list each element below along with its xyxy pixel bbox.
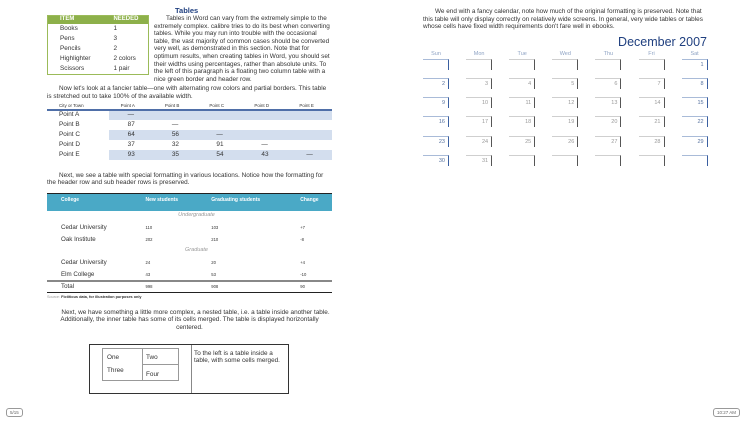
- total-row: [47, 281, 332, 292]
- calendar-day: 22: [682, 116, 708, 127]
- table-cell: Scissors: [60, 65, 85, 73]
- calendar-day: 19: [552, 116, 578, 127]
- calendar-day: 5: [552, 78, 578, 89]
- table-cell: 87: [127, 120, 135, 128]
- paragraph-special: Next, we see a table with special formatting in various locations. Notice how the formatting for the header row and sub header rows is preserved.: [47, 171, 324, 187]
- table-cell: [287, 120, 332, 130]
- table-row: [47, 150, 332, 160]
- table-row: [47, 130, 332, 140]
- table-cell: 202: [145, 237, 153, 243]
- calendar-day: 26: [552, 136, 578, 147]
- table-row: [47, 269, 332, 282]
- table-cell: 2 colors: [113, 55, 136, 63]
- calendar-day: 28: [639, 136, 665, 147]
- table-cell: Cedar University: [61, 258, 107, 266]
- table-cell: [197, 110, 242, 120]
- header-cell: Point E: [287, 102, 332, 110]
- calendar-day: 23: [423, 136, 449, 147]
- header-cell: Point D: [242, 102, 287, 110]
- college-table: [47, 193, 332, 293]
- table-cell: —: [261, 140, 268, 148]
- table-cell: Pencils: [60, 45, 81, 53]
- header-cell: New students: [131, 193, 197, 211]
- calendar-day: [595, 155, 621, 166]
- calendar-day: 12: [552, 97, 578, 108]
- calendar-day: [682, 155, 708, 166]
- calendar: [423, 51, 713, 176]
- table-source: [47, 295, 332, 300]
- table-cell: Point C: [59, 130, 80, 138]
- calendar-day: [509, 155, 535, 166]
- table-row: [47, 221, 332, 234]
- calendar-day: [639, 155, 665, 166]
- table-cell: 35: [153, 150, 198, 160]
- nested-right-text: To the left is a table inside a table, with some cells merged.: [194, 349, 280, 365]
- calendar-day: 17: [466, 116, 492, 127]
- table-row: [47, 234, 332, 247]
- table-cell: Highlighter: [60, 55, 91, 63]
- calendar-day: 6: [595, 78, 621, 89]
- table-cell: 32: [171, 140, 179, 148]
- header-cell: ITEM: [48, 16, 102, 24]
- table-cell: 43: [145, 271, 151, 277]
- table-cell: 93: [109, 150, 153, 160]
- calendar-day: 4: [509, 78, 535, 89]
- paragraph-intro: Tables in Word can vary from the extremely simple to the extremely complex. calibre tries to do its best when converting tables. While you may run into trouble with the occasional table, the vast majority of common cases should be converted very well, as demonstrated in this section. Note that for optimum results, when creating tables in Word, you should set their widths using percentages, rather than absolute units. To the left of this paragraph is a floating two column table with a nice green border and header row.: [154, 15, 330, 83]
- table-cell: [153, 110, 198, 120]
- calendar-day: 11: [509, 97, 535, 108]
- table-row: [48, 54, 149, 64]
- table-cell: 2: [113, 45, 118, 53]
- calendar-day: 14: [639, 97, 665, 108]
- table-row: [48, 24, 149, 34]
- header-cell: Point B: [153, 102, 198, 110]
- table-cell: 56: [153, 130, 198, 140]
- table-cell: [287, 130, 332, 140]
- header-cell: City or Town: [47, 102, 109, 110]
- subheader-cell: Undergraduate: [178, 212, 215, 219]
- day-header: Sun: [431, 50, 441, 57]
- day-header: Sat: [690, 50, 699, 57]
- table-cell: 110: [145, 224, 153, 230]
- header-cell: Change: [286, 193, 332, 211]
- source-label: Source:: [47, 294, 61, 299]
- cell-one: One: [107, 353, 120, 361]
- source-text: Fictitious data, for illustration purposes only: [61, 294, 142, 299]
- table-cell: Point B: [59, 120, 80, 128]
- paragraph-calendar: We end with a fancy calendar, note how much of the original formatting is preserved. Note that this table will only display correctly on relatively wide screens. In general, very wide tables or tables whose cells have fixed width requirements don't fare well in ebooks.: [423, 8, 703, 31]
- table-cell: Cedar University: [61, 223, 107, 231]
- subheader-row: [47, 211, 332, 221]
- calendar-day: 9: [423, 97, 449, 108]
- calendar-day: 29: [682, 136, 708, 147]
- calendar-day: [423, 59, 449, 70]
- calendar-day: [639, 59, 665, 70]
- table-cell: —: [109, 110, 153, 120]
- calendar-day: [552, 155, 578, 166]
- table-cell: 103: [211, 224, 219, 230]
- table-row: [47, 110, 332, 120]
- day-header: Fri: [648, 50, 655, 57]
- table-cell: —: [197, 130, 242, 140]
- calendar-day: 18: [509, 116, 535, 127]
- calendar-day: 21: [639, 116, 665, 127]
- table-cell: 90: [286, 281, 332, 292]
- table-cell: 43: [242, 150, 287, 160]
- table-cell: —: [287, 150, 332, 160]
- table-cell: 1 pair: [113, 65, 130, 73]
- clock: 10:27 AM: [713, 408, 740, 417]
- calendar-day: [552, 59, 578, 70]
- calendar-day: [466, 59, 492, 70]
- page-indicator: 5/15: [6, 408, 23, 417]
- table-cell: 37: [127, 140, 135, 148]
- table-cell: 3: [113, 35, 118, 43]
- table-cell: 1: [113, 24, 118, 32]
- nested-inner-table: [102, 348, 179, 381]
- calendar-day: [595, 59, 621, 70]
- table-cell: Point A: [59, 111, 80, 119]
- header-cell: Point C: [197, 102, 242, 110]
- header-cell: College: [47, 193, 131, 211]
- calendar-day: 3: [466, 78, 492, 89]
- header-cell: Point A: [109, 102, 153, 110]
- table-cell: +4: [300, 259, 306, 265]
- paragraph-nested: Next, we have something a little more complex, a nested table, i.e. a table inside another table. Additionally, the inner table has some of its cells merged. The table is displayed horizontally centered.: [60, 308, 330, 331]
- table-row: [48, 64, 149, 74]
- table-cell: 53: [211, 271, 216, 277]
- table-cell: [287, 110, 332, 120]
- table-cell: [287, 140, 332, 150]
- calendar-day: 2: [423, 78, 449, 89]
- table-cell: [197, 120, 242, 130]
- calendar-day: 30: [423, 155, 449, 166]
- table-cell: 64: [109, 130, 153, 140]
- calendar-day: 15: [682, 97, 708, 108]
- section-title: Tables: [175, 6, 199, 15]
- table-cell: 91: [216, 140, 224, 148]
- calendar-title: December 2007: [618, 34, 707, 49]
- cell-three: Three: [107, 366, 124, 374]
- day-header: Wed: [559, 50, 571, 57]
- calendar-day: 25: [509, 136, 535, 147]
- calendar-day: 24: [466, 136, 492, 147]
- calendar-day: 10: [466, 97, 492, 108]
- header-cell: NEEDED: [101, 16, 148, 24]
- table-cell: [242, 130, 287, 140]
- table-row: [47, 256, 332, 269]
- table-row: [47, 120, 332, 130]
- right-column: [423, 8, 713, 176]
- table-cell: Total: [47, 281, 131, 292]
- table-row: [48, 34, 149, 44]
- table-cell: —: [171, 120, 179, 128]
- table-cell: Elm College: [61, 270, 95, 278]
- table-cell: Books: [60, 24, 78, 32]
- calendar-day: 13: [595, 97, 621, 108]
- table-cell: 210: [211, 237, 219, 243]
- day-header: Thu: [603, 50, 614, 57]
- fancy-table: [47, 102, 332, 160]
- table-cell: Oak Institute: [61, 236, 96, 244]
- table-cell: [242, 120, 287, 130]
- table-cell: -8: [300, 237, 304, 243]
- cell-four: Four: [146, 370, 160, 378]
- day-header: Tue: [517, 50, 527, 57]
- calendar-day: 16: [423, 116, 449, 127]
- calendar-day: [509, 59, 535, 70]
- table-cell: Point E: [59, 150, 80, 158]
- table-cell: Point D: [59, 140, 80, 148]
- calendar-day: 7: [639, 78, 665, 89]
- cell-two: Two: [146, 353, 158, 361]
- table-cell: 998: [131, 281, 197, 292]
- table-cell: +7: [300, 224, 306, 230]
- calendar-day: 8: [682, 78, 708, 89]
- day-header: Mon: [473, 50, 485, 57]
- table-cell: 908: [197, 281, 286, 292]
- table-row: [47, 140, 332, 150]
- calendar-day: 20: [595, 116, 621, 127]
- nested-outer-table: [89, 344, 289, 394]
- subheader-row: [47, 246, 332, 256]
- table-cell: 20: [211, 259, 216, 265]
- table-cell: -10: [300, 271, 307, 277]
- subheader-cell: Graduate: [185, 247, 208, 254]
- calendar-day: 1: [682, 59, 708, 70]
- table-cell: [242, 110, 287, 120]
- left-column: [47, 6, 332, 394]
- calendar-day: 27: [595, 136, 621, 147]
- calendar-day: 31: [466, 155, 492, 166]
- table-row: [48, 44, 149, 54]
- header-cell: Graduating students: [197, 193, 286, 211]
- table-cell: Pens: [60, 35, 75, 43]
- paragraph-fancy: Now let's look at a fancier table—one with alternating row colors and partial borders. This table is stretched out to take 100% of the available width.: [47, 85, 327, 100]
- table-cell: 54: [197, 150, 242, 160]
- table-cell: 24: [145, 259, 151, 265]
- green-table: [47, 15, 149, 75]
